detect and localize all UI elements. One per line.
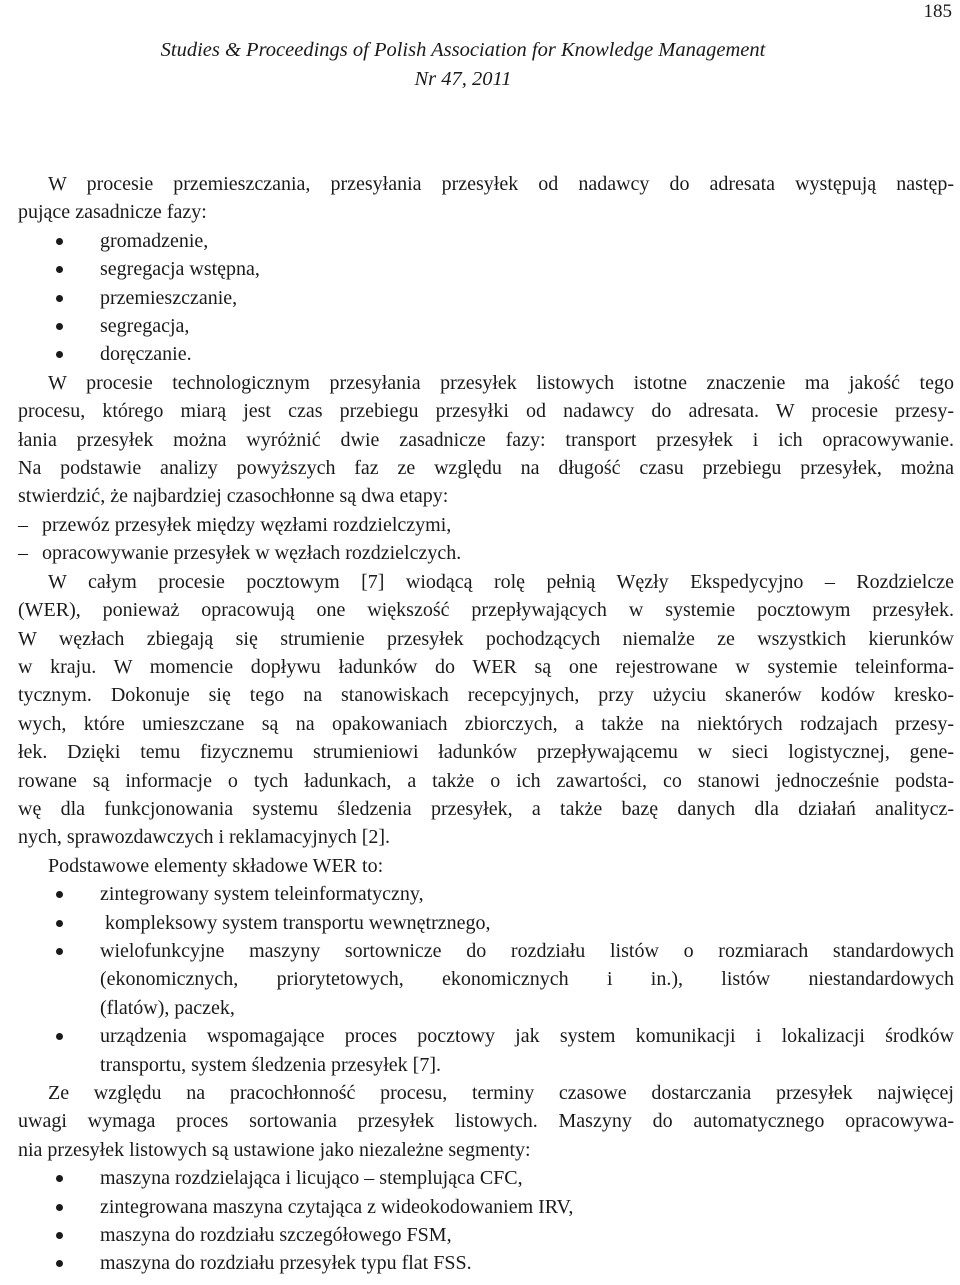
paragraph-line: stwierdzić, że najbardziej czasochłonne są dwa etapy: xyxy=(18,485,449,508)
paragraph-line: wych, które umieszczane są na opakowaniach zbiorczych, a także na niektórych rodzajach przesy- xyxy=(18,712,954,735)
bullet-icon xyxy=(56,266,63,273)
list-item: zintegrowany system teleinformatyczny, xyxy=(18,880,954,908)
paragraph-line: nych, sprawozdawczych i reklamacyjnych [2]. xyxy=(18,826,391,849)
intro-line: W procesie przemieszczania, przesyłania przesyłek od nadawcy do adresata występują następ- xyxy=(48,173,954,195)
bullet-icon xyxy=(56,323,63,330)
paragraph-line: W całym procesie pocztowym [7] wiodącą rolę pełnią Węzły Ekspedycyjno – Rozdzielcze xyxy=(48,570,954,593)
paragraph-line: W procesie technologicznym przesyłania przesyłek listowych istotne znaczenie ma jakość tego xyxy=(48,371,954,394)
list-item: kompleksowy system transportu wewnętrznego, xyxy=(18,909,954,937)
journal-title: Studies & Proceedings of Polish Association for Knowledge Management xyxy=(160,39,766,61)
list-item: maszyna rozdzielająca i licująco – stemplująca CFC, xyxy=(18,1164,954,1192)
list-item: segregacja, xyxy=(18,312,954,340)
paragraph-line: nia przesyłek listowych są ustawione jako niezależne segmenty: xyxy=(18,1138,531,1161)
paragraph-line: w kraju. W momencie dopływu ładunków do WER są one rejestrowane w systemie teleinforma- xyxy=(18,655,954,678)
elements-list xyxy=(18,880,954,1079)
bullet-icon xyxy=(56,948,63,955)
paragraph-line: Ze względu na pracochłonność procesu, terminy czasowe dostarczania przesyłek najwięcej xyxy=(48,1082,954,1104)
elements-intro xyxy=(18,852,954,880)
list-item: doręczanie. xyxy=(18,340,954,368)
bullet-icon xyxy=(56,1232,63,1239)
bullet-icon xyxy=(56,351,63,358)
list-item: przemieszczanie, xyxy=(18,284,954,312)
list-item: maszyna do rozdziału przesyłek typu flat FSS. xyxy=(18,1249,954,1277)
paragraph-line: Na podstawie analizy powyższych faz ze względu na długość czasu przebiegu przesyłek, można xyxy=(18,457,954,480)
bullet-icon xyxy=(56,891,63,898)
paragraph-line: Podstawowe elementy składowe WER to: xyxy=(48,854,384,877)
intro-line: pujące zasadnicze fazy: xyxy=(18,201,207,224)
list-item: gromadzenie, xyxy=(18,227,954,255)
segments-list xyxy=(18,1164,954,1278)
bullet-icon xyxy=(56,238,63,245)
paragraph-line: procesu, którego miarą jest czas przebiegu przesyłki od nadawcy do adresata. W procesie przesy- xyxy=(18,400,954,423)
paragraph-line: uwagi wymaga proces sortowania przesyłek listowych. Maszyny do automatycznego opracowywa- xyxy=(18,1110,954,1133)
bullet-icon xyxy=(56,920,63,927)
paragraph-line: tycznym. Dokonuje się tego na stanowiskach recepcyjnych, przy użyciu skanerów kodów kresko- xyxy=(18,684,954,707)
list-item: urządzenia wspomagające proces pocztowy jak system komunikacji i lokalizacji środków transportu, system śledzenia przesyłek [7]. xyxy=(18,1022,954,1079)
article-body xyxy=(18,170,954,1278)
paragraph-line: łek. Dzięki temu fizycznemu strumieniowi ładunków przepływającemu w sieci logistycznej, gene- xyxy=(18,741,954,764)
bullet-icon xyxy=(56,295,63,302)
intro-paragraph xyxy=(18,170,954,227)
paragraph-line: rowane są informacje o tych ładunkach, a także o ich zawartości, co stanowi jednocześnie podsta- xyxy=(18,769,954,792)
paragraph-wer xyxy=(18,568,954,852)
stages-list xyxy=(18,511,954,568)
bullet-icon xyxy=(56,1204,63,1211)
list-item: – opracowywanie przesyłek w węzłach rozdzielczych. xyxy=(18,539,954,567)
journal-issue: Nr 47, 2011 xyxy=(414,68,512,90)
dash-marker: – xyxy=(18,542,28,565)
list-item: wielofunkcyjne maszyny sortownicze do rozdziału listów o rozmiarach standardowych (ekonomicznych, priorytetowych, ekonomicznych i in.), listów niestandardowych (flatów), paczek, xyxy=(18,937,954,1022)
bullet-icon xyxy=(56,1175,63,1182)
paragraph-technology xyxy=(18,369,954,511)
paragraph-sorting xyxy=(18,1079,954,1164)
list-item: segregacja wstępna, xyxy=(18,255,954,283)
list-item: maszyna do rozdziału szczegółowego FSM, xyxy=(18,1221,954,1249)
phases-list xyxy=(18,227,954,369)
paragraph-line: łania przesyłek można wyróżnić dwie zasadnicze fazy: transport przesyłek i ich opracowywanie. xyxy=(18,428,954,451)
list-item: zintegrowana maszyna czytająca z wideokodowaniem IRV, xyxy=(18,1193,954,1221)
running-header xyxy=(0,36,926,94)
bullet-icon xyxy=(56,1260,63,1267)
bullet-icon xyxy=(56,1033,63,1040)
paragraph-line: wę dla funkcjonowania systemu śledzenia przesyłek, a także bazę danych dla działań analitycz- xyxy=(18,797,954,820)
paragraph-line: (WER), ponieważ opracowują one większość przepływających w systemie pocztowym przesyłek. xyxy=(18,599,954,622)
list-item: – przewóz przesyłek między węzłami rozdzielczymi, xyxy=(18,511,954,539)
page-number: 185 xyxy=(923,1,952,22)
paragraph-line: W węzłach zbiegają się strumienie przesyłek pochodzących niemalże ze wszystkich kierunków xyxy=(18,627,954,650)
dash-marker: – xyxy=(18,513,28,536)
